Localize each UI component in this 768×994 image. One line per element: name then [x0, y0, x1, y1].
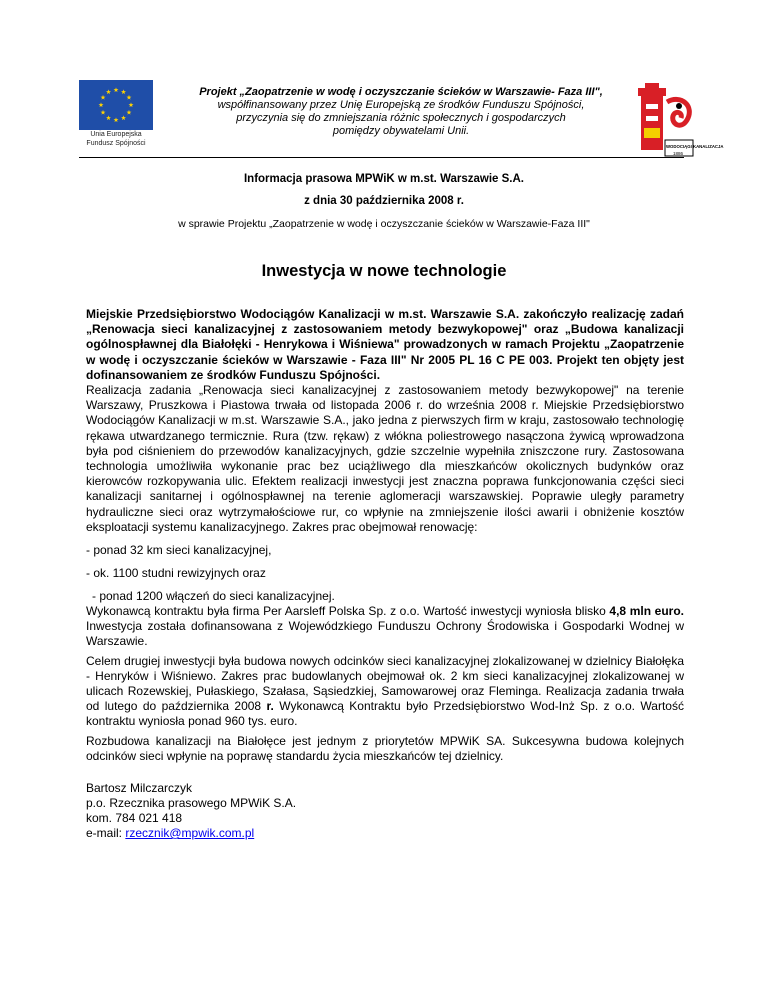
para-line: Ochrony Środowiska i Gospodarki Wodnej w Warszawie.	[86, 619, 684, 649]
investment-value: 4,8 mln euro.	[609, 604, 684, 619]
lead-line: dofinansowaniem ze środków Funduszu Spójności.	[86, 367, 381, 382]
list-item: - ponad 1200 włączeń do sieci kanalizacyjnej.	[92, 589, 335, 604]
paragraph-priority	[86, 734, 684, 764]
para-line: pod ciśnieniem do przewodów kanalizacyjnych, gdzie szczelnie wypełniła zniszczone rury.	[113, 443, 608, 458]
lead-paragraph	[86, 307, 684, 383]
logo-year: 1886	[673, 151, 684, 156]
para-line-pre: blisko	[575, 604, 610, 619]
project-header	[180, 86, 622, 138]
project-line2: współfinansowany przez Unię Europejską ze środków Funduszu Spójności,	[217, 99, 585, 111]
lead-line: Miejskie Przedsiębiorstwo Wodociągów Kanalizacji w m.st. Warszawie S.A.	[86, 307, 520, 321]
project-line4: pomiędzy obywatelami Unii.	[332, 125, 470, 137]
para-line: Realizacja zadania „Renowacja sieci kanalizacyjnej z zastosowaniem metody	[86, 383, 529, 398]
para-line: ponad 960 tys. euro.	[188, 714, 298, 729]
paragraph-renovation	[86, 383, 684, 535]
para-line: znaczna poprawa funkcjonowania części sieci kanalizacji sanitarnej i ogólnospławnej na	[86, 474, 685, 504]
para-line: sieci kanalizacyjnej zlokalizowanej w ulicach Rozewskiej, Pułaskiego, Szałasa, Sąsiedzkiej,	[86, 668, 685, 699]
para-line: Zastosowana technologia umożliwiła wykonanie prac bez uciążliwego dla mieszkańców	[86, 443, 684, 474]
para-line: budowa kolejnych odcinków sieci wpłynie na poprawę standardu życia mieszkańców tej	[86, 733, 684, 763]
project-line3: przyczynia się do zmniejszania różnic społecznych i gospodarczych	[236, 112, 566, 124]
para-line: Celem drugiej inwestycji była budowa nowych odcinków sieci kanalizacyjnej zlokalizowanej	[86, 653, 571, 668]
lead-line: ścieków w Warszawie - Faza III" Nr 2005 PL 16 C PE 003. Projekt ten objęty jest	[222, 352, 685, 367]
page-title: Inwestycja w nowe technologie	[261, 262, 507, 280]
contact-phone: kom. 784 021 418	[86, 811, 183, 826]
article-body	[86, 307, 684, 841]
para-line: termicznie. Rura (tzw. rękaw) z włókna poliestrowego nasączona żywicą wprowadzona była	[86, 428, 685, 458]
para-line: września 2008 r. Miejskie Przedsiębiorstwo Wodociągów Kanalizacji w m.st. Warszawie	[86, 398, 684, 428]
press-release-heading: Informacja prasowa MPWiK w m.st. Warszawie S.A.	[243, 173, 524, 185]
email-label: e-mail:	[86, 826, 126, 841]
para-line: terenie aglomeracji warszawskiej. Poprawie uległy parametry hydrauliczne sieci oraz	[86, 489, 685, 519]
logo-text: WODOCIĄGI KANALIZACJA	[666, 144, 724, 149]
para-line: okolicznych budynków oraz kierowców rozkopywania ulic. Efektem realizacji inwestycji jest	[86, 459, 685, 489]
para-line-pre: Samowarowej oraz Fleminga. Realizacja zadania trwała od lutego do października 2008	[86, 684, 685, 714]
header-divider	[79, 157, 684, 158]
paragraph-second-investment	[86, 654, 684, 730]
list-item: - ok. 1100 studni rewizyjnych oraz	[86, 566, 266, 581]
para-line: bezwykopowej" na terenie Warszawy, Pruszkowa i Piastowa trwała od listopada 2006 r. do	[86, 383, 684, 413]
press-release-subject: w sprawie Projektu „Zaopatrzenie w wodę i oczyszczanie ścieków w Warszawie-Faza III"	[178, 218, 590, 230]
lead-line: zakończyło realizację zadań „Renowacja sieci kanalizacyjnej z zastosowaniem metody	[86, 307, 684, 337]
lead-line: bezwykopowej" oraz „Budowa kanalizacji ogólnospławnej dla Białołęki - Henrykowa i	[86, 322, 684, 352]
contact-role: p.o. Rzecznika prasowego MPWiK S.A.	[86, 796, 297, 811]
para-line: eksploatacji systemu kanalizacyjnego. Zakres prac obejmował renowację:	[86, 519, 478, 534]
press-release-date: z dnia 30 października 2008 r.	[304, 195, 464, 207]
para-line: wytrzymałościowe rur, co wpłynie na zmniejszenie ilości awarii i obniżenie kosztów	[218, 504, 685, 519]
eu-caption-line2: Fundusz Spójności	[86, 140, 146, 147]
contact-email-row	[86, 826, 684, 841]
para-line: dzielnicy.	[454, 748, 504, 763]
para-line: S.A., jako jedna z pierwszych firm w kraju, zastosowało technologię rękawa utwardzanego	[86, 413, 684, 443]
lead-line: Wiśniewa" prowadzonych w ramach Projektu „Zaopatrzenie w wodę i oczyszczanie	[86, 337, 684, 367]
email-link[interactable]: rzecznik@mpwik.com.pl	[125, 826, 255, 841]
paragraph-contractor	[86, 604, 684, 650]
contact-name: Bartosz Milczarczyk	[86, 781, 193, 796]
para-line: w dzielnicy Białołęka - Henryków i Wiśniewo. Zakres prac budowlanych obejmował ok. 2 km	[86, 653, 684, 683]
project-line1: Projekt „Zaopatrzenie w wodę i oczyszczanie ścieków w Warszawie- Faza III",	[199, 86, 603, 98]
list-item: - ponad 32 km sieci kanalizacyjnej,	[86, 543, 272, 558]
year-suffix: r.	[266, 699, 274, 714]
eu-caption-line1: Unia Europejska	[90, 131, 142, 138]
para-line: Wykonawcą Kontraktu było Przedsiębiorstwo Wod-Inż Sp. z o.o. Wartość kontraktu wyniosła	[86, 699, 684, 729]
contact-block	[86, 781, 684, 841]
para-line: Wykonawcą kontraktu była firma Per Aarsleff Polska Sp. z o.o. Wartość inwestycji wyniosła	[86, 604, 572, 619]
mpwik-logo	[637, 80, 724, 158]
para-line: Rozbudowa kanalizacji na Białołęce jest jednym z priorytetów MPWiK SA. Sukcesywna	[86, 733, 580, 748]
eu-flag-logo	[79, 80, 153, 130]
eu-caption	[70, 130, 162, 148]
para-line-post: Inwestycja została dofinansowana z Wojewódzkiego Funduszu	[86, 619, 431, 634]
